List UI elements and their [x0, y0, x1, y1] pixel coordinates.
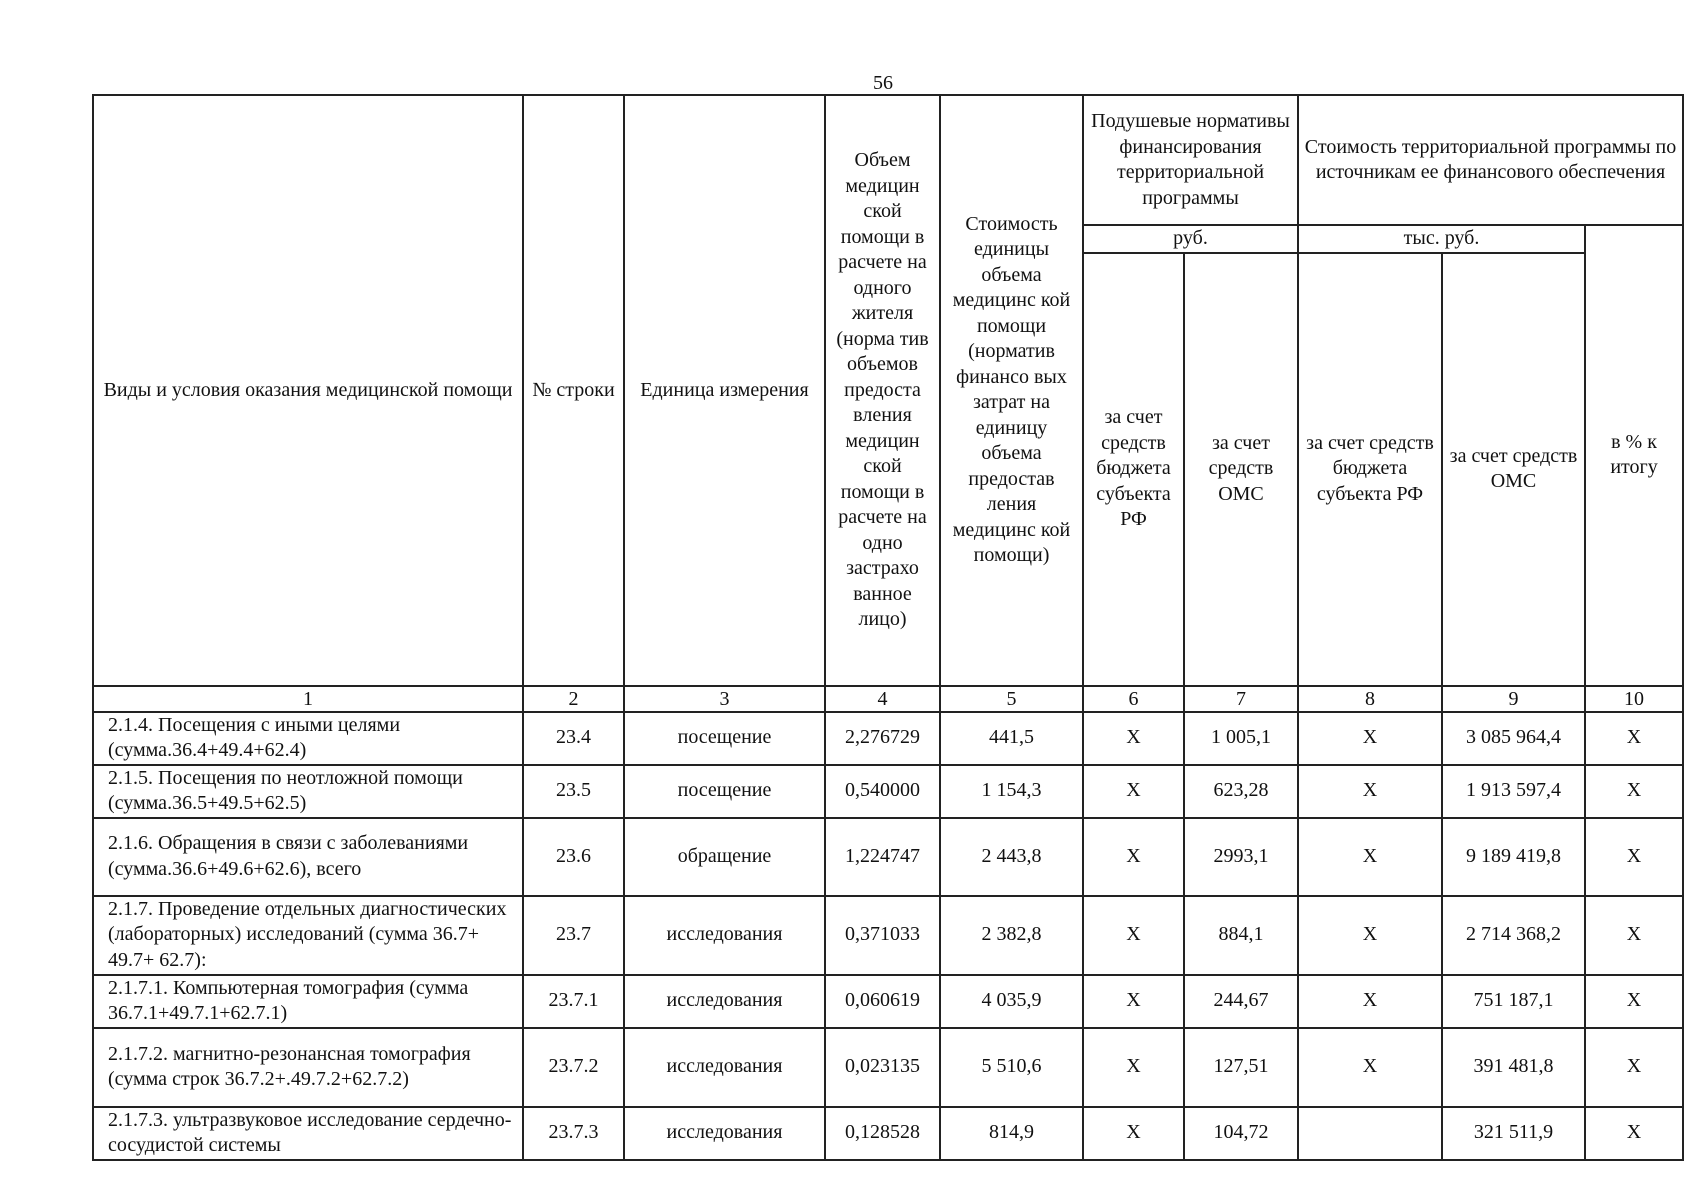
header-per-capita-group: Подушевые нормативы финансирования территориальной программы: [1083, 95, 1298, 225]
page-number: 56: [873, 72, 893, 94]
row-budget: Х: [1083, 975, 1184, 1028]
row-cost: 814,9: [940, 1107, 1083, 1160]
table-row: [93, 975, 1683, 1028]
row-oms: 884,1: [1184, 896, 1298, 975]
header-percent: в % к итогу: [1585, 225, 1683, 686]
column-number: 3: [624, 686, 825, 712]
row-percent: Х: [1585, 712, 1683, 765]
row-volume: 0,371033: [825, 896, 940, 975]
row-cost: 2 382,8: [940, 896, 1083, 975]
header-unit: Единица измерения: [624, 95, 825, 686]
row-unit: обращение: [624, 818, 825, 896]
row-cost: 441,5: [940, 712, 1083, 765]
header-unit-rub: руб.: [1083, 225, 1298, 253]
row-budget: Х: [1083, 1107, 1184, 1160]
program-cost-table: [92, 94, 1684, 1161]
header-budget: за счет средств бюджета субъекта РФ: [1083, 253, 1184, 686]
header-oms: за счет средств ОМС: [1184, 253, 1298, 686]
row-budget-total: Х: [1298, 818, 1442, 896]
row-name: 2.1.7.3. ультразвуковое исследование сердечно-сосудистой системы: [93, 1107, 523, 1160]
column-number: 5: [940, 686, 1083, 712]
column-number: 6: [1083, 686, 1184, 712]
column-number: 7: [1184, 686, 1298, 712]
row-number: 23.7.3: [523, 1107, 624, 1160]
row-name: 2.1.4. Посещения с иными целями (сумма.36.4+49.4+62.4): [93, 712, 523, 765]
row-unit: посещение: [624, 712, 825, 765]
header-budget-total: за счет средств бюджета субъекта РФ: [1298, 253, 1442, 686]
header-row-no: № строки: [523, 95, 624, 686]
row-percent: Х: [1585, 896, 1683, 975]
row-volume: 1,224747: [825, 818, 940, 896]
row-number: 23.6: [523, 818, 624, 896]
row-name: 2.1.7.2. магнитно-резонансная томография (сумма строк 36.7.2+.49.7.2+62.7.2): [93, 1028, 523, 1107]
row-unit: исследования: [624, 975, 825, 1028]
row-budget-total: Х: [1298, 712, 1442, 765]
row-unit: исследования: [624, 1028, 825, 1107]
column-number: 9: [1442, 686, 1585, 712]
column-number: 8: [1298, 686, 1442, 712]
row-oms-total: 3 085 964,4: [1442, 712, 1585, 765]
row-oms: 127,51: [1184, 1028, 1298, 1107]
row-name: 2.1.7. Проведение отдельных диагностических (лабораторных) исследований (сумма 36.7+ 49.7+ 62.7):: [93, 896, 523, 975]
row-oms: 244,67: [1184, 975, 1298, 1028]
table-row: [93, 1028, 1683, 1107]
row-number: 23.7.1: [523, 975, 624, 1028]
row-budget: Х: [1083, 818, 1184, 896]
row-budget: Х: [1083, 712, 1184, 765]
row-number: 23.5: [523, 765, 624, 818]
column-number: 2: [523, 686, 624, 712]
row-volume: 2,276729: [825, 712, 940, 765]
row-number: 23.7: [523, 896, 624, 975]
row-oms-total: 2 714 368,2: [1442, 896, 1585, 975]
row-oms-total: 1 913 597,4: [1442, 765, 1585, 818]
row-percent: Х: [1585, 818, 1683, 896]
row-number: 23.4: [523, 712, 624, 765]
row-oms-total: 751 187,1: [1442, 975, 1585, 1028]
row-volume: 0,540000: [825, 765, 940, 818]
row-cost: 5 510,6: [940, 1028, 1083, 1107]
row-oms-total: 321 511,9: [1442, 1107, 1585, 1160]
column-number: 1: [93, 686, 523, 712]
row-volume: 0,128528: [825, 1107, 940, 1160]
row-oms: 2993,1: [1184, 818, 1298, 896]
row-percent: Х: [1585, 975, 1683, 1028]
header-volume: Объем медицин ской помощи в расчете на одного жителя (норма тив объемов предоста вления медицин ской помощи в расчете на одно застрахо ванное лицо): [825, 95, 940, 686]
row-budget: Х: [1083, 896, 1184, 975]
row-oms: 1 005,1: [1184, 712, 1298, 765]
row-cost: 2 443,8: [940, 818, 1083, 896]
row-unit: исследования: [624, 896, 825, 975]
header-kind: Виды и условия оказания медицинской помощи: [93, 95, 523, 686]
row-name: 2.1.5. Посещения по неотложной помощи (сумма.36.5+49.5+62.5): [93, 765, 523, 818]
row-volume: 0,023135: [825, 1028, 940, 1107]
row-cost: 1 154,3: [940, 765, 1083, 818]
row-budget-total: Х: [1298, 975, 1442, 1028]
header-program-cost-group: Стоимость территориальной программы по источникам ее финансового обеспечения: [1298, 95, 1683, 225]
row-budget-total: Х: [1298, 1028, 1442, 1107]
table-row: [93, 712, 1683, 765]
row-cost: 4 035,9: [940, 975, 1083, 1028]
row-oms: 623,28: [1184, 765, 1298, 818]
header-oms-total: за счет средств ОМС: [1442, 253, 1585, 686]
row-name: 2.1.6. Обращения в связи с заболеваниями (сумма.36.6+49.6+62.6), всего: [93, 818, 523, 896]
row-oms-total: 391 481,8: [1442, 1028, 1585, 1107]
row-name: 2.1.7.1. Компьютерная томография (сумма 36.7.1+49.7.1+62.7.1): [93, 975, 523, 1028]
table-row: [93, 765, 1683, 818]
row-budget-total: Х: [1298, 896, 1442, 975]
row-oms-total: 9 189 419,8: [1442, 818, 1585, 896]
table-row: [93, 818, 1683, 896]
column-number: 10: [1585, 686, 1683, 712]
header-cost: Стоимость единицы объема медицинс кой помощи (норматив финансо вых затрат на единицу объема предостав ления медицинс кой помощи): [940, 95, 1083, 686]
row-percent: Х: [1585, 1107, 1683, 1160]
row-unit: посещение: [624, 765, 825, 818]
row-percent: Х: [1585, 1028, 1683, 1107]
table-row: [93, 1107, 1683, 1160]
table-row: [93, 896, 1683, 975]
column-number: 4: [825, 686, 940, 712]
row-number: 23.7.2: [523, 1028, 624, 1107]
row-unit: исследования: [624, 1107, 825, 1160]
row-oms: 104,72: [1184, 1107, 1298, 1160]
row-budget-total: Х: [1298, 765, 1442, 818]
row-budget: Х: [1083, 765, 1184, 818]
header-unit-thous-rub: тыс. руб.: [1298, 225, 1585, 253]
row-budget-total: [1298, 1107, 1442, 1160]
row-percent: Х: [1585, 765, 1683, 818]
row-volume: 0,060619: [825, 975, 940, 1028]
row-budget: Х: [1083, 1028, 1184, 1107]
